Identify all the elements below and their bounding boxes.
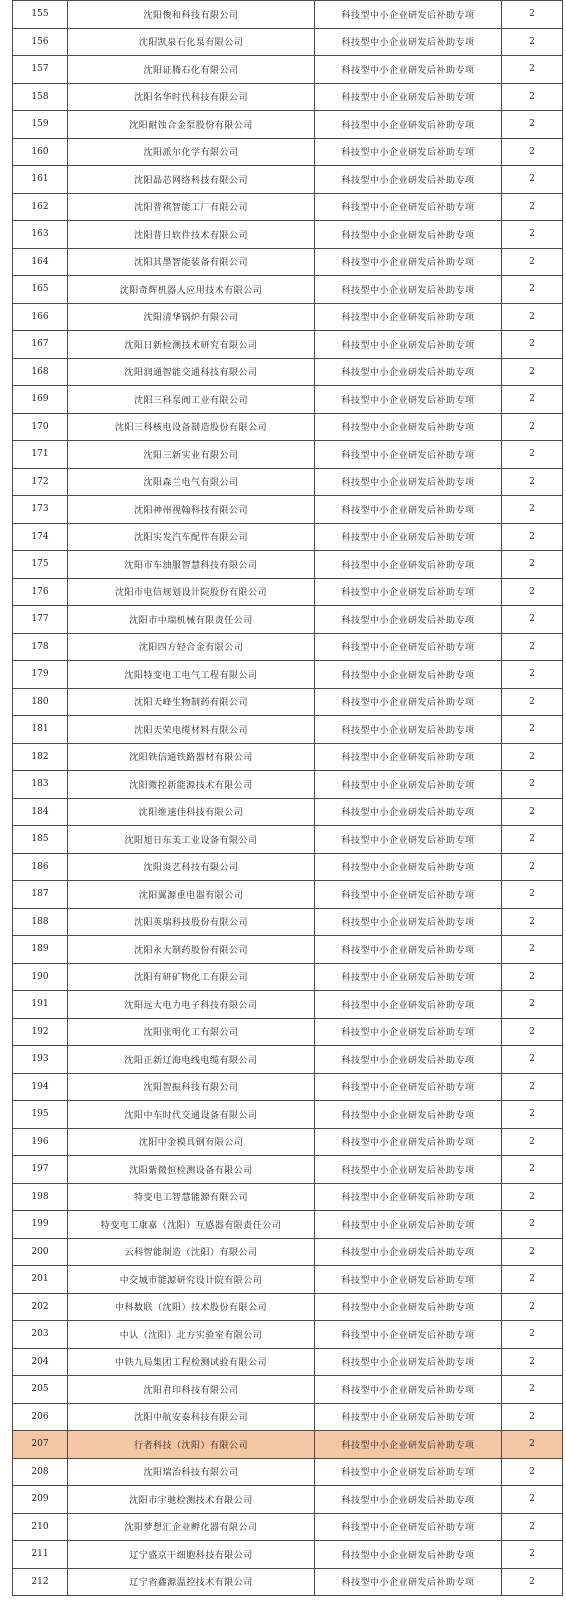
count-cell: 2: [502, 1486, 563, 1514]
project-name-cell: 科技型中小企业研发后补助专项: [315, 56, 502, 84]
row-number-cell: 178: [13, 633, 68, 661]
table-row: [13, 1293, 563, 1321]
project-name-cell: 科技型中小企业研发后补助专项: [315, 358, 502, 386]
row-number-cell: 209: [13, 1486, 68, 1514]
table-row: [13, 358, 563, 386]
table-row: [13, 1541, 563, 1569]
project-name-cell: 科技型中小企业研发后补助专项: [315, 936, 502, 964]
count-cell: 2: [502, 771, 563, 799]
company-name-cell: 沈阳实发汽车配件有限公司: [68, 523, 315, 551]
row-number-cell: 198: [13, 1183, 68, 1211]
count-cell: 2: [502, 111, 563, 139]
project-name-cell: 科技型中小企业研发后补助专项: [315, 28, 502, 56]
row-number-cell: 190: [13, 963, 68, 991]
company-name-cell: 沈阳三科泵阀工业有限公司: [68, 386, 315, 414]
row-number-cell: 212: [13, 1568, 68, 1596]
table-row: [13, 963, 563, 991]
count-cell: 2: [502, 1183, 563, 1211]
table-row: [13, 166, 563, 194]
count-cell: 2: [502, 138, 563, 166]
project-name-cell: 科技型中小企业研发后补助专项: [315, 1458, 502, 1486]
project-name-cell: 科技型中小企业研发后补助专项: [315, 496, 502, 524]
row-number-cell: 155: [13, 1, 68, 29]
project-name-cell: 科技型中小企业研发后补助专项: [315, 771, 502, 799]
table-row: [13, 496, 563, 524]
project-name-cell: 科技型中小企业研发后补助专项: [315, 606, 502, 634]
project-name-cell: 科技型中小企业研发后补助专项: [315, 523, 502, 551]
table-row: [13, 28, 563, 56]
row-number-cell: 163: [13, 221, 68, 249]
row-number-cell: 211: [13, 1541, 68, 1569]
count-cell: 2: [502, 1073, 563, 1101]
table-row: [13, 1458, 563, 1486]
count-cell: 2: [502, 303, 563, 331]
company-name-cell: 沈阳特变电工电气工程有限公司: [68, 661, 315, 689]
company-name-cell: 中认（沈阳）北方实验室有限公司: [68, 1321, 315, 1349]
row-number-cell: 179: [13, 661, 68, 689]
company-name-cell: 沈阳天荣电缆材料有限公司: [68, 716, 315, 744]
company-name-cell: 沈阳微控新能源技术有限公司: [68, 771, 315, 799]
row-number-cell: 181: [13, 716, 68, 744]
project-name-cell: 科技型中小企业研发后补助专项: [315, 1431, 502, 1459]
count-cell: 2: [502, 716, 563, 744]
table-row: [13, 276, 563, 304]
project-name-cell: 科技型中小企业研发后补助专项: [315, 1046, 502, 1074]
row-number-cell: 189: [13, 936, 68, 964]
count-cell: 2: [502, 496, 563, 524]
table-row: [13, 661, 563, 689]
count-cell: 2: [502, 1376, 563, 1404]
count-cell: 2: [502, 826, 563, 854]
table-row: [13, 221, 563, 249]
company-name-cell: 沈阳市中瑞机械有限责任公司: [68, 606, 315, 634]
count-cell: 2: [502, 1293, 563, 1321]
project-name-cell: 科技型中小企业研发后补助专项: [315, 1211, 502, 1239]
table-row: [13, 798, 563, 826]
project-name-cell: 科技型中小企业研发后补助专项: [315, 441, 502, 469]
company-name-cell: 沈阳旭日东美工业设备有限公司: [68, 826, 315, 854]
table-row: [13, 1, 563, 29]
count-cell: 2: [502, 743, 563, 771]
count-cell: 2: [502, 936, 563, 964]
count-cell: 2: [502, 468, 563, 496]
company-name-cell: 沈阳英瑞科技股份有限公司: [68, 908, 315, 936]
table-row: [13, 771, 563, 799]
count-cell: 2: [502, 1156, 563, 1184]
count-cell: 2: [502, 1431, 563, 1459]
project-name-cell: 科技型中小企业研发后补助专项: [315, 1156, 502, 1184]
table-row: [13, 826, 563, 854]
company-name-cell: 沈阳市车油服智慧科技有限公司: [68, 551, 315, 579]
project-name-cell: 科技型中小企业研发后补助专项: [315, 221, 502, 249]
company-name-cell: 沈阳瑞治科技有限公司: [68, 1458, 315, 1486]
count-cell: 2: [502, 1321, 563, 1349]
company-name-cell: 沈阳日新检测技术研究有限公司: [68, 331, 315, 359]
project-name-cell: 科技型中小企业研发后补助专项: [315, 83, 502, 111]
company-name-cell: 沈阳有研矿物化工有限公司: [68, 963, 315, 991]
row-number-cell: 173: [13, 496, 68, 524]
count-cell: 2: [502, 963, 563, 991]
row-number-cell: 210: [13, 1513, 68, 1541]
project-name-cell: 科技型中小企业研发后补助专项: [315, 963, 502, 991]
project-name-cell: 科技型中小企业研发后补助专项: [315, 193, 502, 221]
count-cell: 2: [502, 523, 563, 551]
row-number-cell: 200: [13, 1238, 68, 1266]
row-number-cell: 192: [13, 1018, 68, 1046]
project-name-cell: 科技型中小企业研发后补助专项: [315, 1321, 502, 1349]
project-name-cell: 科技型中小企业研发后补助专项: [315, 413, 502, 441]
table-row: [13, 881, 563, 909]
table-row: [13, 248, 563, 276]
count-cell: 2: [502, 661, 563, 689]
row-number-cell: 157: [13, 56, 68, 84]
company-name-cell: 沈阳神州视翰科技有限公司: [68, 496, 315, 524]
project-name-cell: 科技型中小企业研发后补助专项: [315, 1183, 502, 1211]
company-name-cell: 沈阳名华时代科技有限公司: [68, 83, 315, 111]
count-cell: 2: [502, 1568, 563, 1596]
row-number-cell: 207: [13, 1431, 68, 1459]
table-row: [13, 1321, 563, 1349]
company-name-cell: 沈阳中金模具钢有限公司: [68, 1128, 315, 1156]
table-row: [13, 1568, 563, 1596]
count-cell: 2: [502, 578, 563, 606]
row-number-cell: 159: [13, 111, 68, 139]
company-name-cell: 沈阳其墨智能装备有限公司: [68, 248, 315, 276]
company-name-cell: 沈阳清华锅炉有限公司: [68, 303, 315, 331]
company-name-cell: 沈阳证腾石化有限公司: [68, 56, 315, 84]
company-name-cell: 沈阳奇辉机器人应用技术有限公司: [68, 276, 315, 304]
count-cell: 2: [502, 1541, 563, 1569]
count-cell: 2: [502, 991, 563, 1019]
table-row: [13, 633, 563, 661]
project-name-cell: 科技型中小企业研发后补助专项: [315, 881, 502, 909]
project-name-cell: 科技型中小企业研发后补助专项: [315, 716, 502, 744]
project-name-cell: 科技型中小企业研发后补助专项: [315, 633, 502, 661]
count-cell: 2: [502, 331, 563, 359]
count-cell: 2: [502, 1403, 563, 1431]
count-cell: 2: [502, 633, 563, 661]
company-name-cell: 辽宁省鑫源温控技术有限公司: [68, 1568, 315, 1596]
table-body: [13, 1, 563, 1596]
row-number-cell: 197: [13, 1156, 68, 1184]
project-name-cell: 科技型中小企业研发后补助专项: [315, 468, 502, 496]
project-name-cell: 科技型中小企业研发后补助专项: [315, 331, 502, 359]
project-name-cell: 科技型中小企业研发后补助专项: [315, 276, 502, 304]
project-name-cell: 科技型中小企业研发后补助专项: [315, 1568, 502, 1596]
company-name-cell: 沈阳翼源重电器有限公司: [68, 881, 315, 909]
table-row: [13, 1183, 563, 1211]
row-number-cell: 165: [13, 276, 68, 304]
table-row: [13, 1486, 563, 1514]
count-cell: 2: [502, 1238, 563, 1266]
project-name-cell: 科技型中小企业研发后补助专项: [315, 386, 502, 414]
company-name-cell: 沈阳市宇驰检测技术有限公司: [68, 1486, 315, 1514]
row-number-cell: 203: [13, 1321, 68, 1349]
company-name-cell: 中铁九局集团工程检测试验有限公司: [68, 1348, 315, 1376]
row-number-cell: 194: [13, 1073, 68, 1101]
count-cell: 2: [502, 1458, 563, 1486]
table-row: [13, 413, 563, 441]
project-name-cell: 科技型中小企业研发后补助专项: [315, 578, 502, 606]
project-name-cell: 科技型中小企业研发后补助专项: [315, 1403, 502, 1431]
row-number-cell: 170: [13, 413, 68, 441]
project-name-cell: 科技型中小企业研发后补助专项: [315, 303, 502, 331]
company-name-cell: 沈阳铁信通铁路器材有限公司: [68, 743, 315, 771]
count-cell: 2: [502, 441, 563, 469]
count-cell: 2: [502, 1266, 563, 1294]
table-row: [13, 83, 563, 111]
table-row: [13, 936, 563, 964]
table-row: [13, 386, 563, 414]
count-cell: 2: [502, 1211, 563, 1239]
row-number-cell: 176: [13, 578, 68, 606]
count-cell: 2: [502, 83, 563, 111]
table-row: [13, 1211, 563, 1239]
table-row: [13, 468, 563, 496]
row-number-cell: 187: [13, 881, 68, 909]
table-row: [13, 716, 563, 744]
project-name-cell: 科技型中小企业研发后补助专项: [315, 248, 502, 276]
row-number-cell: 193: [13, 1046, 68, 1074]
company-name-cell: 沈阳普日软件技术有限公司: [68, 221, 315, 249]
project-name-cell: 科技型中小企业研发后补助专项: [315, 1541, 502, 1569]
count-cell: 2: [502, 166, 563, 194]
company-name-cell: 特变电工智慧能源有限公司: [68, 1183, 315, 1211]
project-name-cell: 科技型中小企业研发后补助专项: [315, 1513, 502, 1541]
row-number-cell: 162: [13, 193, 68, 221]
count-cell: 2: [502, 853, 563, 881]
company-name-cell: 沈阳君印科技有限公司: [68, 1376, 315, 1404]
row-number-cell: 195: [13, 1101, 68, 1129]
project-name-cell: 科技型中小企业研发后补助专项: [315, 991, 502, 1019]
row-number-cell: 164: [13, 248, 68, 276]
row-number-cell: 169: [13, 386, 68, 414]
project-name-cell: 科技型中小企业研发后补助专项: [315, 551, 502, 579]
row-number-cell: 168: [13, 358, 68, 386]
table-row: [13, 1348, 563, 1376]
table-row: [13, 991, 563, 1019]
row-number-cell: 206: [13, 1403, 68, 1431]
table-row: [13, 688, 563, 716]
count-cell: 2: [502, 688, 563, 716]
row-number-cell: 166: [13, 303, 68, 331]
count-cell: 2: [502, 1, 563, 29]
table-row: [13, 441, 563, 469]
company-name-cell: 沈阳梦想汇企业孵化器有限公司: [68, 1513, 315, 1541]
row-number-cell: 185: [13, 826, 68, 854]
table-row: [13, 56, 563, 84]
count-cell: 2: [502, 1513, 563, 1541]
count-cell: 2: [502, 1101, 563, 1129]
count-cell: 2: [502, 908, 563, 936]
project-name-cell: 科技型中小企业研发后补助专项: [315, 908, 502, 936]
project-name-cell: 科技型中小企业研发后补助专项: [315, 1128, 502, 1156]
row-number-cell: 161: [13, 166, 68, 194]
table-row: [13, 523, 563, 551]
company-name-cell: 行者科技（沈阳）有限公司: [68, 1431, 315, 1459]
company-name-cell: 辽宁盛京干细胞科技有限公司: [68, 1541, 315, 1569]
company-name-cell: 沈阳凯泉石化泵有限公司: [68, 28, 315, 56]
project-name-cell: 科技型中小企业研发后补助专项: [315, 1073, 502, 1101]
project-name-cell: 科技型中小企业研发后补助专项: [315, 166, 502, 194]
company-name-cell: 沈阳紫微恒检测设备有限公司: [68, 1156, 315, 1184]
company-name-cell: 沈阳润通智能交通科技有限公司: [68, 358, 315, 386]
count-cell: 2: [502, 1018, 563, 1046]
table-row: [13, 908, 563, 936]
project-name-cell: 科技型中小企业研发后补助专项: [315, 138, 502, 166]
row-number-cell: 171: [13, 441, 68, 469]
project-name-cell: 科技型中小企业研发后补助专项: [315, 853, 502, 881]
count-cell: 2: [502, 386, 563, 414]
row-number-cell: 172: [13, 468, 68, 496]
row-number-cell: 188: [13, 908, 68, 936]
table-row: [13, 1238, 563, 1266]
table-row: [13, 1046, 563, 1074]
project-name-cell: 科技型中小企业研发后补助专项: [315, 1101, 502, 1129]
row-number-cell: 177: [13, 606, 68, 634]
project-name-cell: 科技型中小企业研发后补助专项: [315, 1018, 502, 1046]
table-row: [13, 578, 563, 606]
project-name-cell: 科技型中小企业研发后补助专项: [315, 1, 502, 29]
company-name-cell: 沈阳市电信规划设计院股份有限公司: [68, 578, 315, 606]
project-name-cell: 科技型中小企业研发后补助专项: [315, 1293, 502, 1321]
count-cell: 2: [502, 276, 563, 304]
row-number-cell: 196: [13, 1128, 68, 1156]
row-number-cell: 182: [13, 743, 68, 771]
row-number-cell: 204: [13, 1348, 68, 1376]
count-cell: 2: [502, 1128, 563, 1156]
company-name-cell: 沈阳俊和科技有限公司: [68, 1, 315, 29]
row-number-cell: 183: [13, 771, 68, 799]
count-cell: 2: [502, 28, 563, 56]
table-row: [13, 551, 563, 579]
table-row: [13, 193, 563, 221]
table-row: [13, 1403, 563, 1431]
table-row: [13, 331, 563, 359]
company-name-cell: 沈阳智振科技有限公司: [68, 1073, 315, 1101]
project-name-cell: 科技型中小企业研发后补助专项: [315, 661, 502, 689]
company-name-cell: 云科智能制造（沈阳）有限公司: [68, 1238, 315, 1266]
table-row: [13, 1128, 563, 1156]
row-number-cell: 199: [13, 1211, 68, 1239]
company-name-cell: 沈阳三新实业有限公司: [68, 441, 315, 469]
row-number-cell: 167: [13, 331, 68, 359]
project-name-cell: 科技型中小企业研发后补助专项: [315, 1486, 502, 1514]
table-row: [13, 1513, 563, 1541]
company-name-cell: 沈阳三科核电设备制造股份有限公司: [68, 413, 315, 441]
count-cell: 2: [502, 248, 563, 276]
table-row: [13, 743, 563, 771]
row-number-cell: 191: [13, 991, 68, 1019]
company-name-cell: 特变电工康嘉（沈阳）互感器有限责任公司: [68, 1211, 315, 1239]
project-name-cell: 科技型中小企业研发后补助专项: [315, 743, 502, 771]
table-row: [13, 1156, 563, 1184]
project-name-cell: 科技型中小企业研发后补助专项: [315, 111, 502, 139]
count-cell: 2: [502, 221, 563, 249]
project-name-cell: 科技型中小企业研发后补助专项: [315, 1266, 502, 1294]
count-cell: 2: [502, 56, 563, 84]
row-number-cell: 180: [13, 688, 68, 716]
count-cell: 2: [502, 1046, 563, 1074]
table-row: [13, 1376, 563, 1404]
subsidy-list-table: [12, 0, 563, 1596]
company-name-cell: 沈阳普祺智能工厂有限公司: [68, 193, 315, 221]
row-number-cell: 184: [13, 798, 68, 826]
count-cell: 2: [502, 413, 563, 441]
row-number-cell: 208: [13, 1458, 68, 1486]
company-name-cell: 沈阳天峰生物制药有限公司: [68, 688, 315, 716]
table-row: [13, 1018, 563, 1046]
company-name-cell: 沈阳炎艺科技有限公司: [68, 853, 315, 881]
table-row: [13, 111, 563, 139]
project-name-cell: 科技型中小企业研发后补助专项: [315, 688, 502, 716]
company-name-cell: 沈阳中车时代交通设备有限公司: [68, 1101, 315, 1129]
table-row: [13, 1101, 563, 1129]
company-name-cell: 中科数联（沈阳）技术股份有限公司: [68, 1293, 315, 1321]
row-number-cell: 175: [13, 551, 68, 579]
company-name-cell: 沈阳四方轻合金有限公司: [68, 633, 315, 661]
project-name-cell: 科技型中小企业研发后补助专项: [315, 798, 502, 826]
count-cell: 2: [502, 358, 563, 386]
count-cell: 2: [502, 881, 563, 909]
company-name-cell: 沈阳耐蚀合金泵股份有限公司: [68, 111, 315, 139]
count-cell: 2: [502, 193, 563, 221]
project-name-cell: 科技型中小企业研发后补助专项: [315, 826, 502, 854]
company-name-cell: 沈阳正新辽海电线电缆有限公司: [68, 1046, 315, 1074]
company-name-cell: 中交城市能源研究设计院有限公司: [68, 1266, 315, 1294]
table-row: [13, 1266, 563, 1294]
company-name-cell: 沈阳维速佳科技有限公司: [68, 798, 315, 826]
row-number-cell: 202: [13, 1293, 68, 1321]
row-number-cell: 174: [13, 523, 68, 551]
company-name-cell: 沈阳晶芯网络科技有限公司: [68, 166, 315, 194]
row-number-cell: 160: [13, 138, 68, 166]
table-row: [13, 606, 563, 634]
table-row: [13, 138, 563, 166]
table-row: [13, 1073, 563, 1101]
table-row: [13, 303, 563, 331]
project-name-cell: 科技型中小企业研发后补助专项: [315, 1348, 502, 1376]
count-cell: 2: [502, 1348, 563, 1376]
company-name-cell: 沈阳远大电力电子科技有限公司: [68, 991, 315, 1019]
row-number-cell: 158: [13, 83, 68, 111]
highlighted-table-row: [13, 1431, 563, 1459]
company-name-cell: 沈阳张明化工有限公司: [68, 1018, 315, 1046]
project-name-cell: 科技型中小企业研发后补助专项: [315, 1238, 502, 1266]
company-name-cell: 沈阳森兰电气有限公司: [68, 468, 315, 496]
table-row: [13, 853, 563, 881]
count-cell: 2: [502, 798, 563, 826]
row-number-cell: 186: [13, 853, 68, 881]
project-name-cell: 科技型中小企业研发后补助专项: [315, 1376, 502, 1404]
row-number-cell: 201: [13, 1266, 68, 1294]
count-cell: 2: [502, 551, 563, 579]
row-number-cell: 156: [13, 28, 68, 56]
company-name-cell: 沈阳永大制药股份有限公司: [68, 936, 315, 964]
company-name-cell: 沈阳派尔化学有限公司: [68, 138, 315, 166]
row-number-cell: 205: [13, 1376, 68, 1404]
company-name-cell: 沈阳中航安泰科技有限公司: [68, 1403, 315, 1431]
count-cell: 2: [502, 606, 563, 634]
